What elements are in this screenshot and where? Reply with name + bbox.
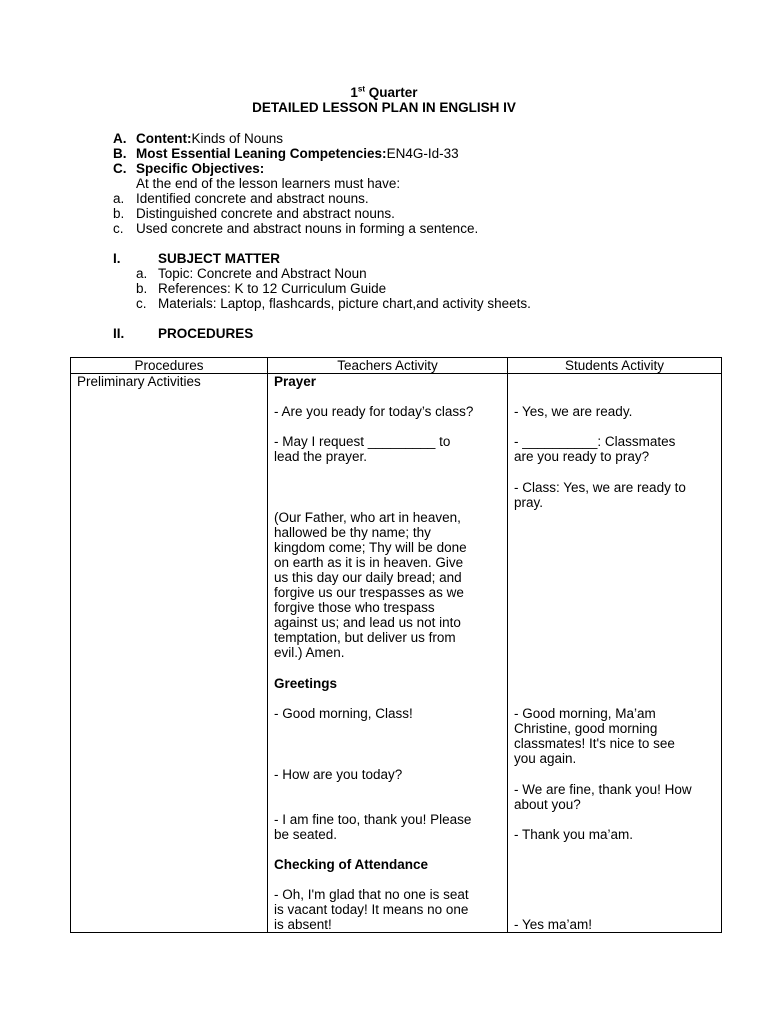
competency-value: EN4G-Id-33 xyxy=(386,146,459,161)
subject-matter-heading: SUBJECT MATTER xyxy=(158,251,281,266)
section-b-label: B. xyxy=(113,146,127,161)
prayer-text: (Our Father, who art in heaven, hallowed be thy name; thy kingdom come; Thy will be done on earth as it is in heaven. Give us this day our daily bread; and forgive us our trespasses as we forgive those who trespass against us; and lead us not into temptation, but deliver us from evil.) Amen. xyxy=(274,510,467,660)
content-key: Content: xyxy=(136,131,192,146)
teacher-line: - I am fine too, thank you! Please be seated. xyxy=(274,812,472,842)
teacher-line: - Good morning, Class! xyxy=(274,706,413,721)
column-header: Teachers Activity xyxy=(268,358,508,374)
procedures-label: II. xyxy=(113,326,125,341)
teacher-line: - Oh, I'm glad that no one is seat is vacant today! It means no one is absent! xyxy=(274,887,469,932)
subject-item: Materials: Laptop, flashcards, picture chart,and activity sheets. xyxy=(158,296,531,311)
student-line: - __________: Classmates are you ready to pray? xyxy=(514,434,676,464)
competency-key: Most Essential Leaning Competencies: xyxy=(136,146,387,161)
procedures-cell xyxy=(71,374,268,933)
quarter-superscript: st xyxy=(357,84,366,94)
content-value: Kinds of Nouns xyxy=(191,131,284,146)
objectives-intro: At the end of the lesson learners must have: xyxy=(136,176,401,191)
section-a-label: A. xyxy=(113,131,127,146)
column-header: Students Activity xyxy=(508,358,722,374)
subject-item: References: K to 12 Curriculum Guide xyxy=(158,281,387,296)
prayer-heading: Prayer xyxy=(274,374,317,389)
teacher-line: - Are you ready for today’s class? xyxy=(274,404,474,419)
subject-item-label: b. xyxy=(136,281,148,296)
procedures-heading: PROCEDURES xyxy=(158,326,254,341)
document-title: DETAILED LESSON PLAN IN ENGLISH IV xyxy=(252,100,516,115)
students-activity-cell xyxy=(508,374,722,933)
student-line: - Class: Yes, we are ready to pray. xyxy=(514,480,686,510)
attendance-heading: Checking of Attendance xyxy=(274,857,429,872)
subject-item-label: a. xyxy=(136,266,148,281)
quarter-word: Quarter xyxy=(365,85,418,100)
objective-item: Distinguished concrete and abstract nouns. xyxy=(136,206,395,221)
section-c-label: C. xyxy=(113,161,127,176)
student-line: - Good morning, Ma’am Christine, good morning classmates! It's nice to see you again. xyxy=(514,706,675,766)
procedure-name: Preliminary Activities xyxy=(77,374,201,389)
procedures-table xyxy=(70,357,722,933)
objective-label: c. xyxy=(113,221,124,236)
student-line: - Yes ma’am! xyxy=(514,917,593,932)
student-line: - Yes, we are ready. xyxy=(514,404,633,419)
table-header-row xyxy=(71,358,722,374)
column-header: Procedures xyxy=(71,358,268,374)
subject-item-label: c. xyxy=(136,296,147,311)
student-line: - We are fine, thank you! How about you? xyxy=(514,782,692,812)
objective-label: b. xyxy=(113,206,125,221)
subject-item: Topic: Concrete and Abstract Noun xyxy=(158,266,367,281)
teacher-line: - How are you today? xyxy=(274,767,403,782)
table-row xyxy=(71,374,722,933)
teacher-line: - May I request _________ to lead the prayer. xyxy=(274,434,451,464)
teachers-activity-cell xyxy=(268,374,508,933)
greetings-heading: Greetings xyxy=(274,676,338,691)
student-line: - Thank you ma’am. xyxy=(514,827,634,842)
objective-label: a. xyxy=(113,191,125,206)
quarter-number: 1 xyxy=(350,85,358,100)
objective-item: Used concrete and abstract nouns in forming a sentence. xyxy=(136,221,479,236)
section-b-competency xyxy=(136,146,459,161)
section-c-objectives-key: Specific Objectives: xyxy=(136,161,265,176)
subject-matter-label: I. xyxy=(113,251,121,266)
objective-item: Identified concrete and abstract nouns. xyxy=(136,191,369,206)
section-a-content xyxy=(136,131,283,146)
quarter-heading xyxy=(0,85,768,100)
